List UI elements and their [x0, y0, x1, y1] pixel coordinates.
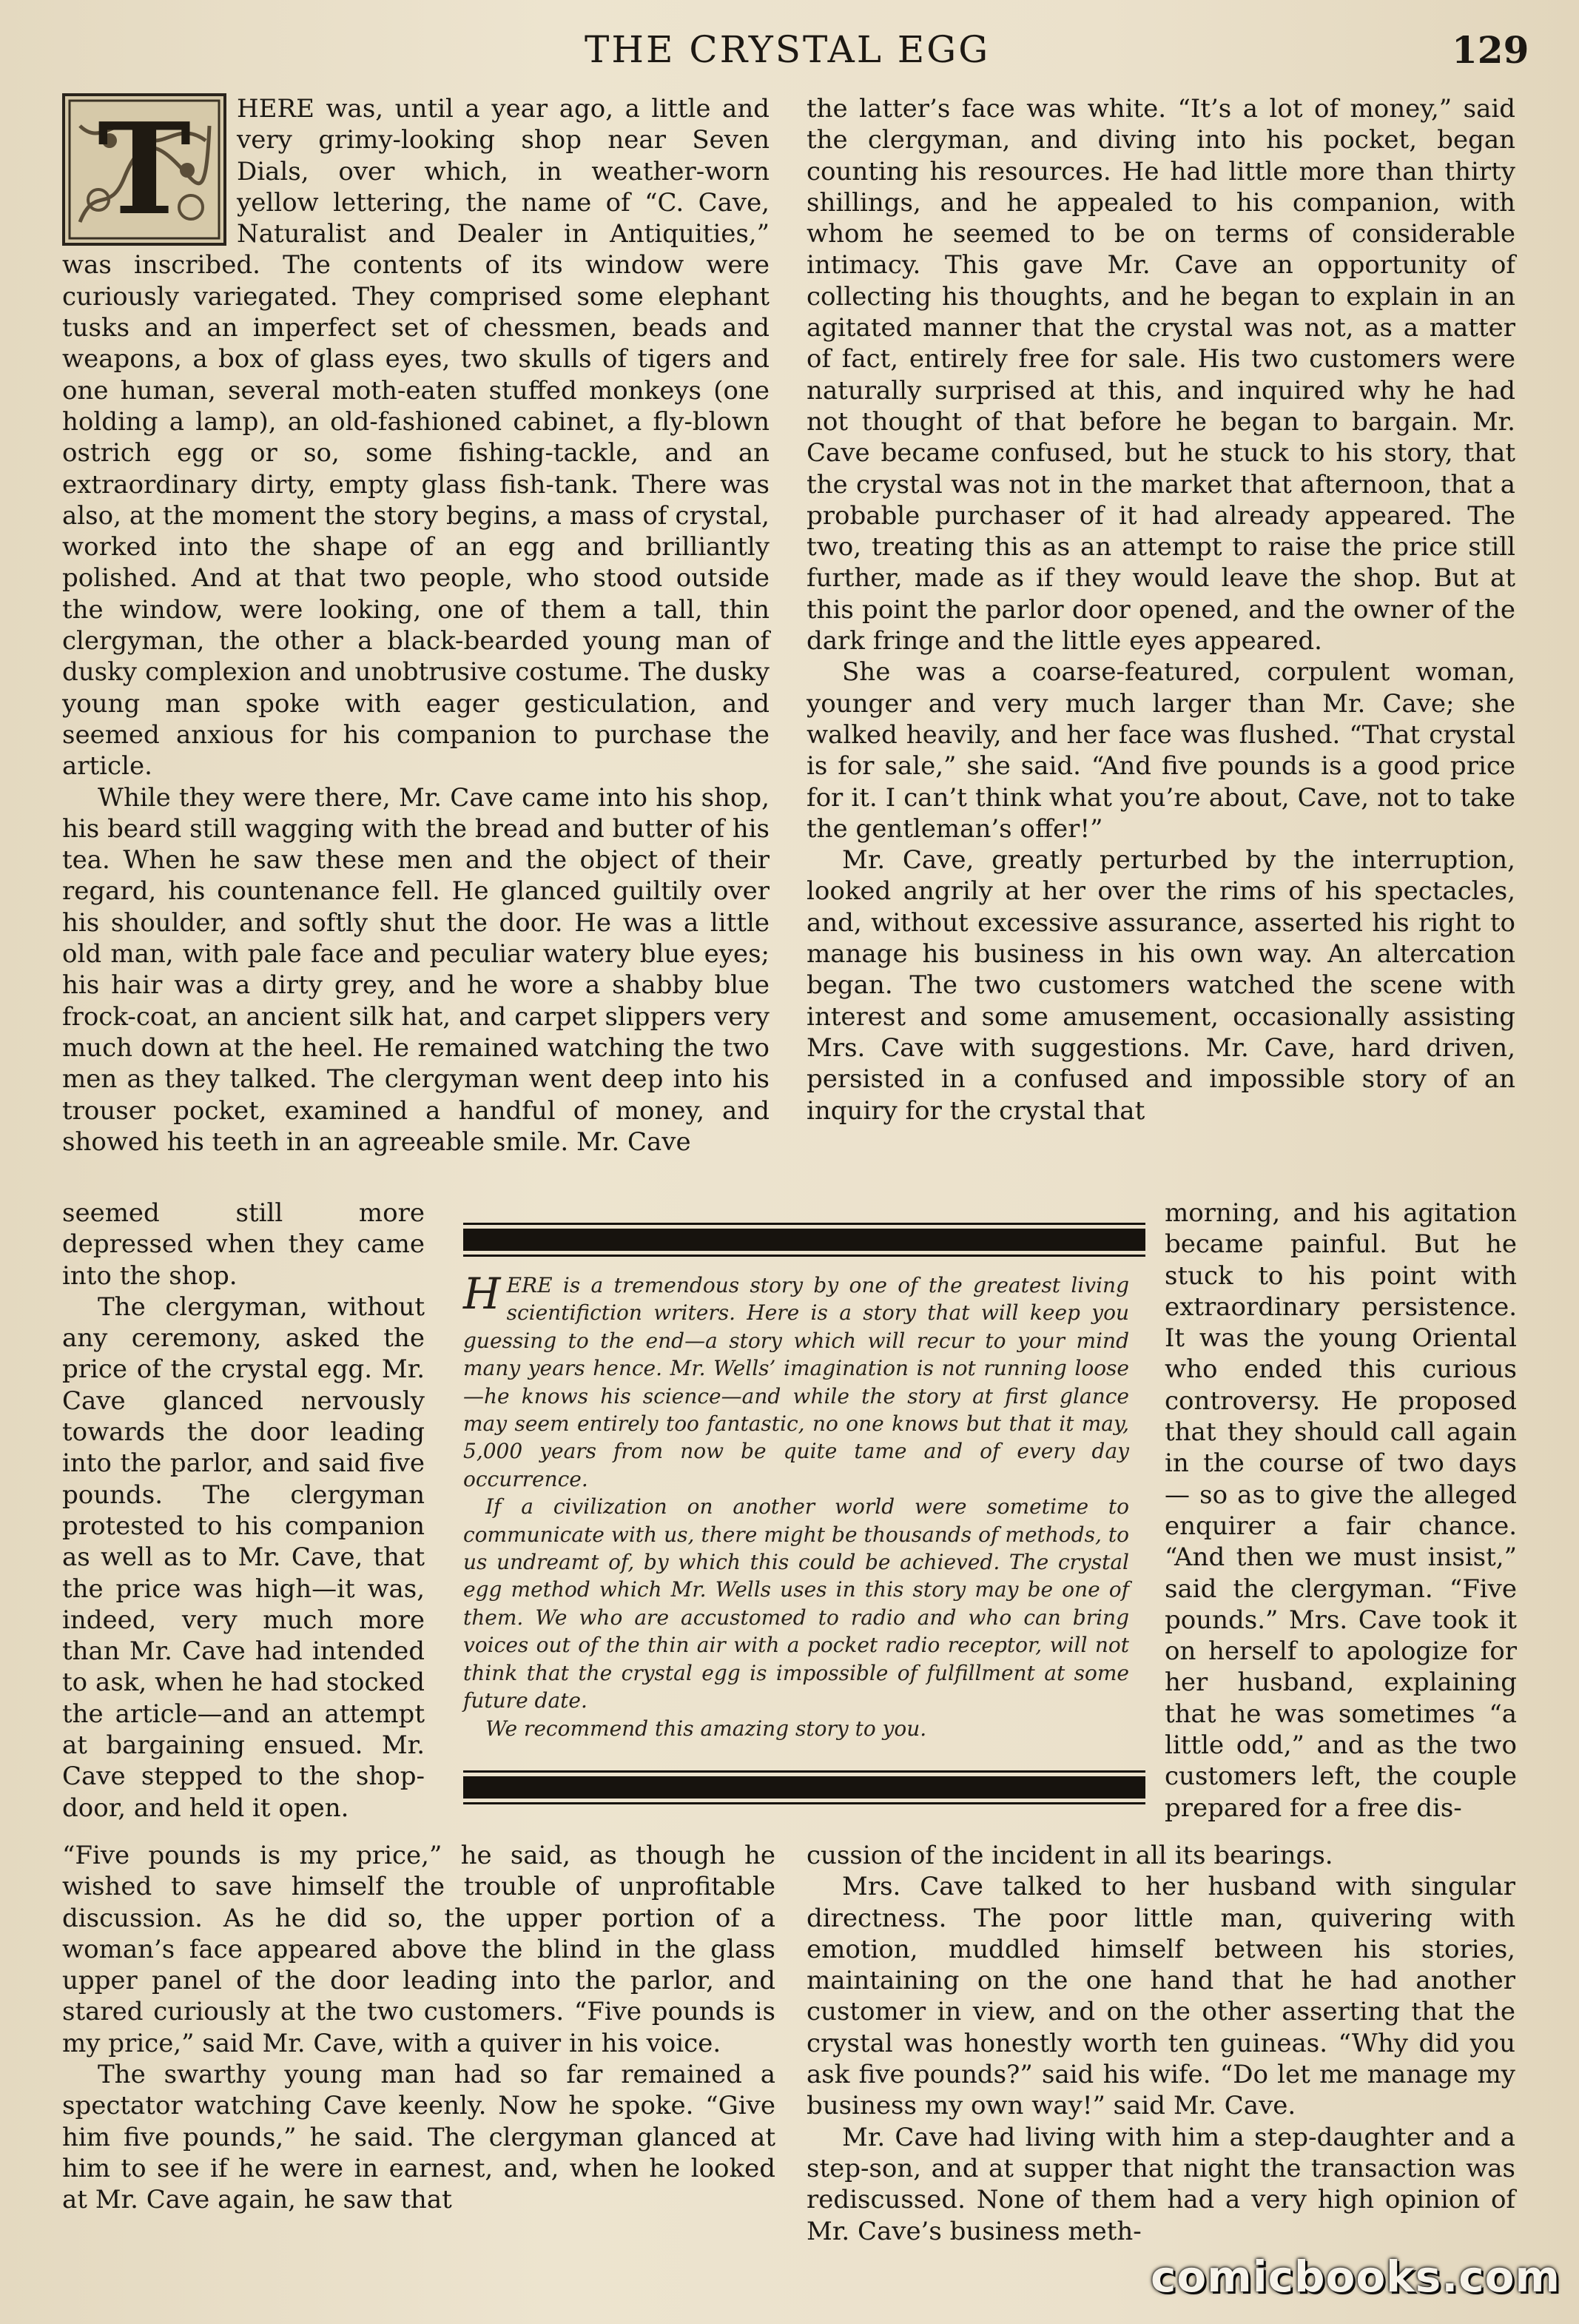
editorial-intro-box: [463, 1269, 1129, 1742]
story-title: THE CRYSTAL EGG: [585, 28, 991, 71]
left-paragraph-5: The swarthy young man had so far remained a spectator watching Cave keenly. Now he spoke. “Give him five pounds,” he said. The clergyman glanced at him to see if he were in earnest, and, when he looked at Mr. Cave again, he saw that: [62, 2060, 775, 2215]
left-column: [62, 93, 770, 1158]
right-paragraph-3-end: cussion of the incident in all its bearings.: [807, 1841, 1333, 1870]
right-paragraph-5: Mr. Cave had living with him a step-daughter and a step-son, and at supper that night the transaction was rediscussed. None of them had a very high opinion of Mr. Cave’s business meth-: [807, 2122, 1515, 2246]
site-watermark: comicbooks.com: [1151, 2251, 1561, 2302]
right-lower-column: [807, 1840, 1515, 2247]
right-paragraph-2: She was a coarse-featured, corpulent woman, younger and very much larger than Mr. Cave; she walked heavily, and her face was flushed. “That crystal is for sale,” she said. “And five pounds is a good price for it. I can’t think what you’re about, Cave, not to take the gentleman’s offer!”: [807, 657, 1515, 844]
intro-paragraph-1: ERE is a tremendous story by one of the greatest living scientifiction writers. Here is a story that will keep you guessing to the end—a story which will recur to your mind many years hence. Mr. Wells’ imagination is not running loose—he knows his science—and while the story at first glance may seem entirely too fantastic, no one knows but that it may, 5,000 years from now be quite tame and of every day occurrence.: [463, 1273, 1129, 1491]
left-paragraph-1: HERE was, until a year ago, a little and very grimy-looking shop near Seven Dials, over which, in weather-worn yellow lettering, the name of “C. Cave, Naturalist and Dealer in Antiquities,” was inscribed. The contents of its window were curiously variegated. They comprised some elephant tusks and an imperfect set of chessmen, beads and weapons, a box of glass eyes, two skulls of tigers and one human, several moth-eaten stuffed monkeys (one holding a lamp), an old-fashioned cabinet, a fly-blown ostrich egg or so, some fishing-tackle, and an extraordinary dirty, empty glass fish-tank. There was also, at the moment the story begins, a mass of crystal, worked into the shape of an egg and brilliantly polished. And at that two people, who stood outside the window, were looking, one of them a tall, thin clergyman, the other a black-bearded young man of dusky complexion and unobtrusive costume. The dusky young man spoke with eager gesticulation, and seemed anxious for his companion to purchase the article.: [62, 94, 770, 782]
left-lower-column: [62, 1840, 775, 2216]
running-head: [0, 21, 1579, 80]
right-paragraph-4: Mrs. Cave talked to her husband with singular directness. The poor little man, quivering with emotion, muddled himself between his stories, maintaining on the one hand that he had another customer in view, and on the other asserting that the crystal was honestly worth ten guineas. “Why did you ask five pounds?” said his wife. “Do let me manage my business my own way!” said Mr. Cave.: [807, 1872, 1515, 2121]
intro-box-top-rule: [463, 1229, 1145, 1251]
left-paragraph-4: “Five pounds is my price,” he said, as though he wished to save himself the trouble of unprofitable discussion. As he did so, the upper portion of a woman’s face appeared above the blind in the glass upper panel of the door leading into the parlor, and stared curiously at the two customers. “Five pounds is my price,” said Mr. Cave, with a quiver in his voice.: [62, 1841, 775, 2058]
left-paragraph-2: While they were there, Mr. Cave came into his shop, his beard still wagging with the bread and butter of his tea. When he saw these men and the object of their regard, his countenance fell. He glanced guiltily over his shoulder, and softly shut the door. He was a little old man, with pale face and peculiar watery blue eyes; his hair was a dirty grey, and he wore a shabby blue frock-coat, an ancient silk hat, and carpet slippers very much down at the heel. He remained watching the two men as they talked. The clergyman went deep into his trouser pocket, examined a handful of money, and showed his teeth in an agreeable smile. Mr. Cave: [62, 782, 770, 1157]
dropcap-letter: T: [97, 95, 192, 244]
left-narrow-column: [62, 1198, 425, 1824]
intro-paragraph-2: If a civilization on another world were sometime to communicate with us, there might be thousands of methods, to us undreamt of, by which this could be achieved. The crystal egg method which Mr. Wells uses in this story may be one of them. We who are accustomed to radio and who can bring voices out of the thin air with a pocket radio receptor, will not think that the crystal egg is impossible of fulfillment at some future date.: [463, 1494, 1129, 1713]
intro-initial: H: [463, 1269, 501, 1319]
ornamental-dropcap: [62, 93, 226, 246]
right-column: [807, 93, 1515, 1126]
right-paragraph-1: the latter’s face was white. “It’s a lot of money,” said the clergyman, and diving into his pocket, began counting his resources. He had little more than thirty shillings, and he appealed to his companion, with whom he seemed to be on terms of considerable intimacy. This gave Mr. Cave an opportunity of collecting his thoughts, and he began to explain in an agitated manner that the crystal was not, as a matter of fact, entirely free for sale. His two customers were naturally surprised at this, and inquired why he had not thought of that before he began to bargain. Mr. Cave became confused, but he stuck to his story, that the crystal was not in the market that afternoon, that a probable purchaser of it had already appeared. The two, treating this as an attempt to raise the price still further, made as if they would leave the shop. But at this point the parlor door opened, and the owner of the dark fringe and the little eyes appeared.: [807, 94, 1515, 656]
right-paragraph-3: Mr. Cave, greatly perturbed by the interruption, looked angrily at her over the rims of his spectacles, and, without excessive assurance, asserted his right to manage his business in his own way. An altercation began. The two customers watched the scene with interest and some amusement, occasionally assisting Mrs. Cave with suggestions. Mr. Cave, hard driven, persisted in a confused and impossible story of an inquiry for the crystal that: [807, 845, 1515, 1126]
page-number: 129: [1452, 28, 1529, 72]
intro-box-bottom-rule: [463, 1776, 1145, 1799]
intro-paragraph-3: We recommend this amazing story to you.: [485, 1716, 927, 1741]
right-narrow-column: [1165, 1198, 1517, 1824]
left-paragraph-2-end: seemed still more depressed when they came into the shop.: [62, 1198, 425, 1291]
left-paragraph-3: The clergyman, without any ceremony, asked the price of the crystal egg. Mr. Cave glanced nervously towards the door leading into the parlor, and said five pounds. The clergyman protested to his companion as well as to Mr. Cave, that the price was high—it was, indeed, very much more than Mr. Cave had intended to ask, when he had stocked the article—and an attempt at bargaining ensued. Mr. Cave stepped to the shop-door, and held it open.: [62, 1292, 425, 1823]
right-paragraph-3-continued: morning, and his agitation became painful. But he stuck to his point with extraordinary persistence. It was the young Oriental who ended this curious controversy. He proposed that they should call again in the course of two days — so as to give the alleged enquirer a fair chance. “And then we must insist,” said the clergyman. “Five pounds.” Mrs. Cave took it on herself to apologize for her husband, explaining that he was sometimes “a little odd,” and as the two customers left, the couple prepared for a free dis-: [1165, 1198, 1517, 1823]
